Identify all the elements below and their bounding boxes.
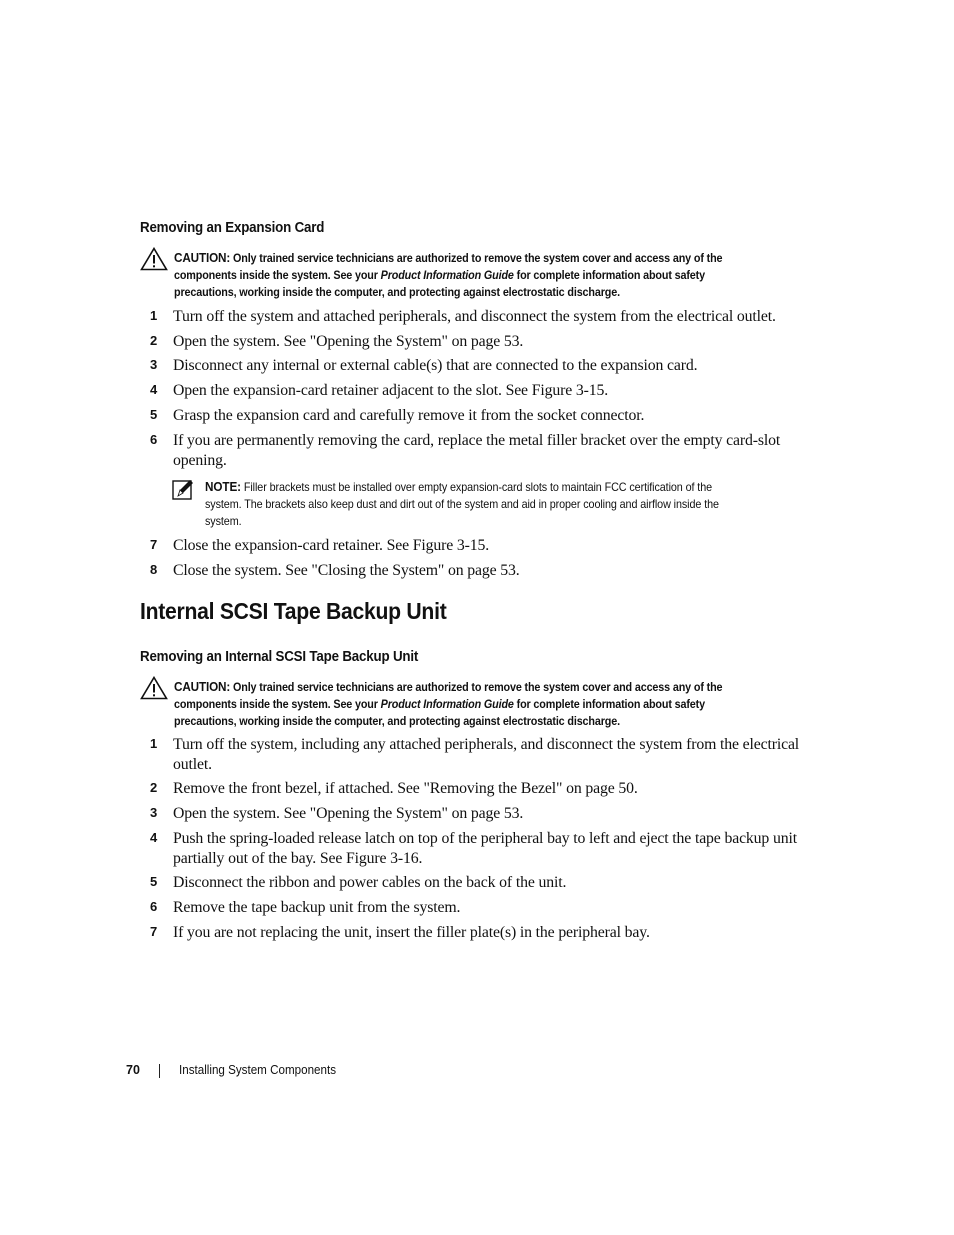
section-title-internal-scsi-tape-backup-unit: Internal SCSI Tape Backup Unit bbox=[140, 598, 447, 624]
step-text: Turn off the system and attached peripherals, and disconnect the system from the electrical outlet. bbox=[173, 308, 776, 325]
step-number: 2 bbox=[150, 780, 158, 795]
caution-text-line: for complete information about safety bbox=[513, 698, 705, 711]
caution-text-line: Only trained service technicians are authorized to remove the system cover and access any of the bbox=[233, 681, 723, 694]
step-text: partially out of the bay. See Figure 3-16. bbox=[173, 849, 423, 867]
step-number: 8 bbox=[150, 562, 158, 577]
step-text: Remove the front bezel, if attached. See "Removing the Bezel" on page 50. bbox=[173, 780, 638, 797]
step-text: Turn off the system, including any attached peripherals, and disconnect the system from the electrical bbox=[173, 736, 800, 753]
step-text: Close the expansion-card retainer. See Figure 3-15. bbox=[173, 537, 490, 554]
caution-text-line: precautions, working inside the computer, and protecting against electrostatic discharge. bbox=[174, 715, 620, 728]
caution-guide-title: Product Information Guide bbox=[380, 698, 514, 711]
step-text: Grasp the expansion card and carefully remove it from the socket connector. bbox=[173, 407, 645, 424]
step-number: 6 bbox=[150, 432, 158, 447]
caution-text-line: Only trained service technicians are authorized to remove the system cover and access any of the bbox=[233, 252, 723, 265]
step-number: 2 bbox=[150, 333, 158, 348]
step-number: 4 bbox=[150, 830, 158, 845]
step-text: Open the system. See "Opening the System" on page 53. bbox=[173, 333, 524, 350]
note-label: NOTE: bbox=[205, 480, 241, 494]
step-number: 4 bbox=[150, 382, 158, 397]
caution-label: CAUTION: bbox=[174, 251, 231, 265]
step-text: If you are not replacing the unit, insert the filler plate(s) in the peripheral bay. bbox=[173, 924, 650, 941]
section-heading-removing-tape-backup-unit: Removing an Internal SCSI Tape Backup Unit bbox=[140, 649, 419, 665]
step-number: 5 bbox=[150, 874, 158, 889]
step-text: Open the system. See "Opening the System" on page 53. bbox=[173, 805, 524, 822]
step-text: Push the spring-loaded release latch on top of the peripheral bay to left and eject the tape backup unit bbox=[173, 830, 797, 847]
caution-text-line: components inside the system. See your bbox=[174, 698, 381, 711]
step-text: Open the expansion-card retainer adjacent to the slot. See Figure 3-15. bbox=[173, 382, 609, 399]
caution-guide-title: Product Information Guide bbox=[380, 269, 514, 282]
caution-label: CAUTION: bbox=[174, 680, 231, 694]
step-text: Disconnect any internal or external cable(s) that are connected to the expansion card. bbox=[173, 357, 698, 374]
step-number: 3 bbox=[150, 357, 158, 372]
footer-chapter-title: Installing System Components bbox=[179, 1063, 337, 1077]
step-number: 5 bbox=[150, 407, 158, 422]
step-number: 7 bbox=[150, 924, 158, 939]
step-text: Close the system. See "Closing the System" on page 53. bbox=[173, 562, 520, 579]
note-text-line: system. bbox=[205, 515, 242, 528]
caution-text-line: precautions, working inside the computer, and protecting against electrostatic discharge. bbox=[174, 286, 620, 299]
note-text-line: Filler brackets must be installed over empty expansion-card slots to maintain FCC certification of the bbox=[243, 481, 713, 494]
step-number: 1 bbox=[150, 308, 158, 323]
caution-triangle-icon bbox=[140, 247, 168, 271]
caution-text-line: for complete information about safety bbox=[513, 269, 705, 282]
step-text: Disconnect the ribbon and power cables on the back of the unit. bbox=[173, 874, 567, 891]
step-text: Remove the tape backup unit from the system. bbox=[173, 899, 461, 916]
step-text: opening. bbox=[173, 451, 227, 469]
footer-divider bbox=[159, 1064, 160, 1078]
note-pencil-icon bbox=[172, 479, 194, 501]
step-text: outlet. bbox=[173, 755, 212, 773]
section-heading-removing-expansion-card: Removing an Expansion Card bbox=[140, 220, 325, 236]
step-number: 7 bbox=[150, 537, 158, 552]
step-number: 1 bbox=[150, 736, 158, 751]
caution-text-line: components inside the system. See your bbox=[174, 269, 381, 282]
note-text-line: system. The brackets also keep dust and dirt out of the system and aid in proper cooling and airflow inside the bbox=[205, 498, 719, 511]
step-number: 6 bbox=[150, 899, 158, 914]
step-text: If you are permanently removing the card, replace the metal filler bracket over the empty card-slot bbox=[173, 432, 781, 449]
step-number: 3 bbox=[150, 805, 158, 820]
page-number: 70 bbox=[126, 1063, 140, 1077]
caution-triangle-icon bbox=[140, 676, 168, 700]
